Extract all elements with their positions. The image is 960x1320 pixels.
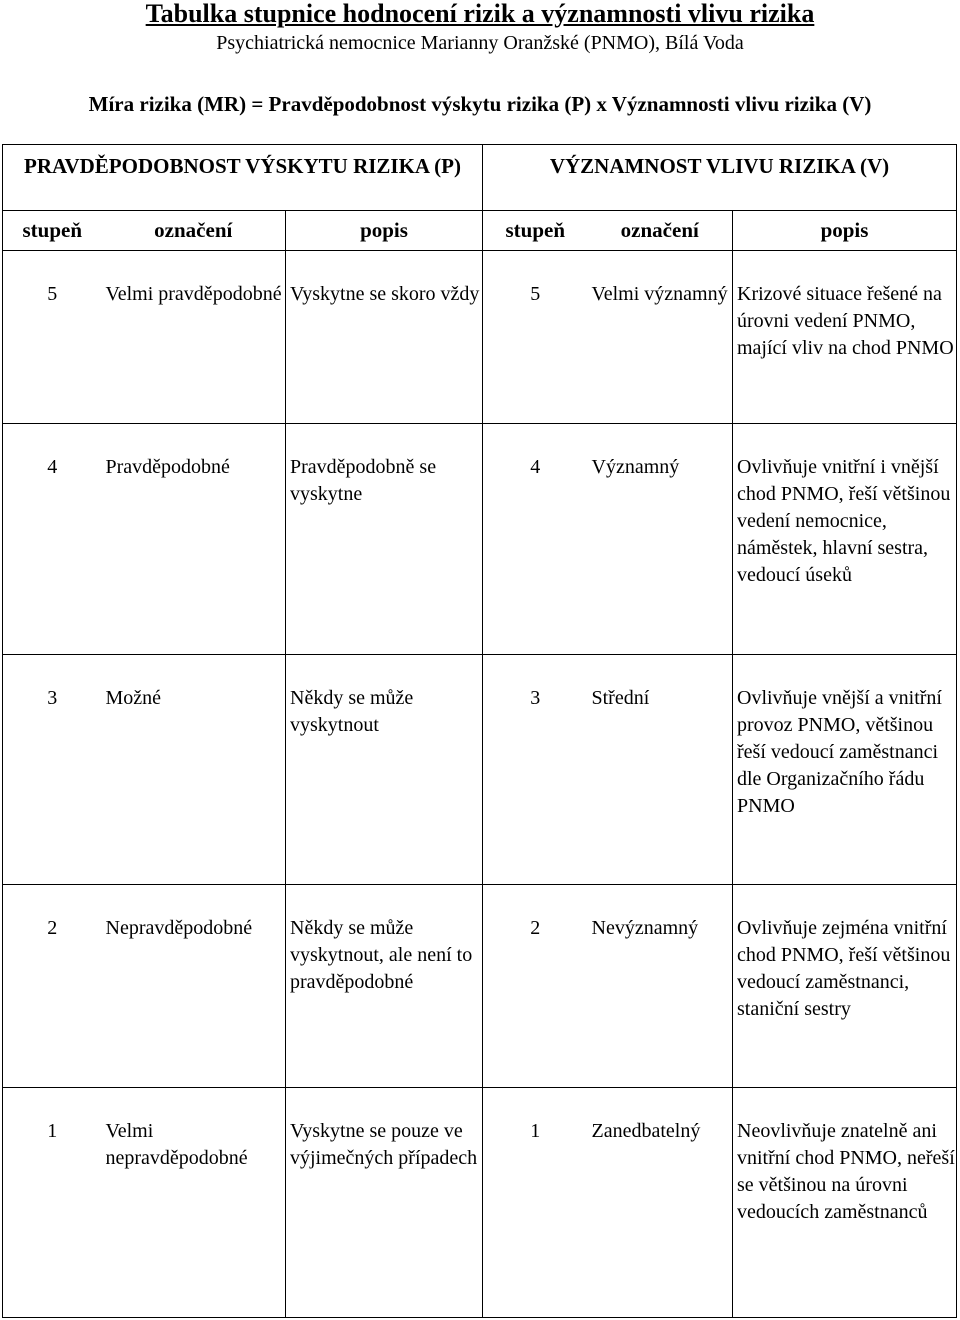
table-row [3,655,957,885]
p-label-cell: Nepravděpodobné [102,885,286,1088]
header-v-label: označení [588,211,733,251]
p-level-cell: 3 [3,655,102,885]
v-level-cell: 5 [483,251,588,424]
p-desc-cell: Někdy se může vyskytnout, ale není to pravděpodobné [286,885,483,1088]
risk-formula: Míra rizika (MR) = Pravděpodobnost výskytu rizika (P) x Významnosti vlivu rizika (V) [88,92,872,116]
v-desc-cell: Ovlivňuje zejména vnitřní chod PNMO, řeší většinou vedoucí zaměstnanci, staniční sestry [733,885,957,1088]
v-label-cell: Nevýznamný [588,885,733,1088]
risk-scale-table [2,144,957,1318]
table-row [3,251,957,424]
p-desc-cell: Někdy se může vyskytnout [286,655,483,885]
v-level-cell: 4 [483,424,588,655]
p-label-cell: Velmi nepravděpodobné [102,1088,286,1318]
p-level-cell: 4 [3,424,102,655]
header-v-desc: popis [733,211,957,251]
p-level-cell: 1 [3,1088,102,1318]
document-subtitle: Psychiatrická nemocnice Marianny Oranžské (PNMO), Bílá Voda [216,32,744,54]
v-desc-cell: Neovlivňuje znatelně ani vnitřní chod PNMO, neřeší se většinou na úrovni vedoucích zaměstnanců [733,1088,957,1318]
document-title: Tabulka stupnice hodnocení rizik a významnosti vlivu rizika [145,0,815,28]
v-desc-cell: Ovlivňuje vnitřní i vnější chod PNMO, řeší většinou vedení nemocnice, náměstek, hlavní sestra, vedoucí úseků [733,424,957,655]
p-label-cell: Možné [102,655,286,885]
p-level-cell: 5 [3,251,102,424]
p-label-cell: Velmi pravděpodobné [102,251,286,424]
header-p-level: stupeň [3,211,102,251]
header-p-label: označení [102,211,286,251]
header-v-level: stupeň [483,211,588,251]
v-label-cell: Velmi významný [588,251,733,424]
p-desc-cell: Pravděpodobně se vyskytne [286,424,483,655]
v-label-cell: Významný [588,424,733,655]
impact-group-header: VÝZNAMNOST VLIVU RIZIKA (V) [483,145,957,211]
p-level-cell: 2 [3,885,102,1088]
v-label-cell: Střední [588,655,733,885]
v-level-cell: 3 [483,655,588,885]
table-row [3,1088,957,1318]
p-label-cell: Pravděpodobné [102,424,286,655]
column-header-row [3,211,957,251]
header-p-desc: popis [286,211,483,251]
p-desc-cell: Vyskytne se skoro vždy [286,251,483,424]
v-level-cell: 1 [483,1088,588,1318]
v-label-cell: Zanedbatelný [588,1088,733,1318]
v-level-cell: 2 [483,885,588,1088]
v-desc-cell: Krizové situace řešené na úrovni vedení PNMO, mající vliv na chod PNMO [733,251,957,424]
probability-group-header: PRAVDĚPODOBNOST VÝSKYTU RIZIKA (P) [3,145,483,211]
table-row [3,885,957,1088]
table-row [3,424,957,655]
group-header-row [3,145,957,211]
v-desc-cell: Ovlivňuje vnější a vnitřní provoz PNMO, většinou řeší vedoucí zaměstnanci dle Organizačního řádu PNMO [733,655,957,885]
p-desc-cell: Vyskytne se pouze ve výjimečných případech [286,1088,483,1318]
